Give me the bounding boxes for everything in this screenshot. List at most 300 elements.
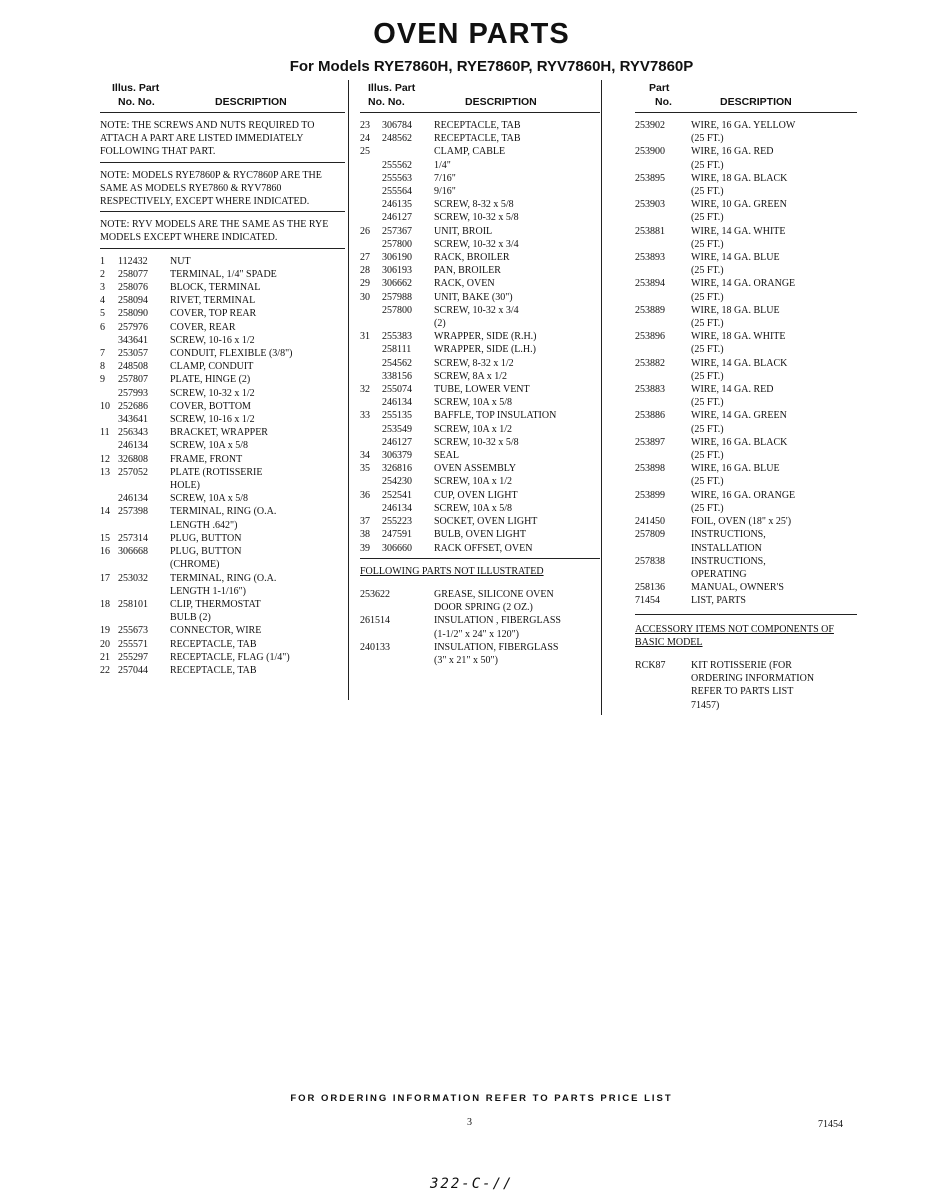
part-description: RACK, BROILER [434, 252, 510, 264]
parts-row [635, 423, 857, 436]
illus-number [360, 198, 382, 211]
parts-row [635, 528, 857, 541]
part-description: OPERATING [691, 568, 747, 580]
part-description: CONDUIT, FLEXIBLE (3/8") [170, 348, 293, 360]
parts-row [360, 330, 600, 343]
illus-number [360, 343, 382, 356]
part-description: MANUAL, OWNER'S [691, 582, 784, 594]
illus-number: 1 [100, 255, 105, 267]
part-description: TERMINAL, RING (O.A. [170, 506, 277, 518]
part-description: (25 FT.) [691, 291, 724, 303]
parts-row [100, 307, 345, 320]
part-number: 343641 [118, 414, 148, 426]
part-number: 253886 [635, 410, 665, 422]
part-description: WRAPPER, SIDE (L.H.) [434, 344, 536, 356]
part-description: WIRE, 14 GA. ORANGE [691, 278, 796, 290]
illus-number: 22 [100, 664, 110, 676]
parts-row [360, 588, 600, 601]
illus-number: 10 [100, 400, 110, 412]
part-number: 253881 [635, 225, 665, 237]
part-number [635, 542, 691, 555]
parts-row [635, 475, 857, 488]
parts-row [360, 502, 600, 515]
part-number: 253882 [635, 357, 665, 369]
parts-row [360, 383, 600, 396]
parts-row [635, 672, 857, 685]
part-description: RECEPTACLE, TAB [170, 664, 257, 676]
note-divider [100, 211, 345, 212]
part-number: 246127 [382, 436, 412, 448]
illus-number [100, 479, 118, 492]
not-illustrated-list [360, 588, 600, 667]
part-description: RIVET, TERMINAL [170, 295, 256, 307]
parts-row [635, 396, 857, 409]
part-description: NUT [170, 255, 191, 267]
illus-part-label: Illus. Part [112, 82, 160, 94]
part-description: WRAPPER, SIDE (R.H.) [434, 331, 537, 343]
part-description: (25 FT.) [691, 397, 724, 409]
parts-row [360, 238, 600, 251]
part-number [360, 654, 434, 667]
part-description: SCREW, 10A x 1/2 [434, 423, 512, 435]
part-number: 257367 [382, 225, 412, 237]
part-description: WIRE, 14 GA. BLACK [691, 357, 788, 369]
part-description: REFER TO PARTS LIST [691, 686, 794, 698]
part-number: 306668 [118, 546, 148, 558]
illus-number: 15 [100, 532, 110, 544]
part-description: SCREW, 10-32 x 5/8 [434, 212, 519, 224]
parts-row [100, 255, 345, 268]
part-number [382, 145, 434, 158]
part-no-label: No. [655, 96, 672, 108]
part-number: 246134 [382, 397, 412, 409]
parts-row [100, 294, 345, 307]
parts-row [635, 515, 857, 528]
part-number: 241450 [635, 516, 665, 528]
parts-row [360, 211, 600, 224]
parts-row [360, 489, 600, 502]
parts-row [635, 264, 857, 277]
part-description: INSULATION, FIBERGLASS [434, 641, 559, 653]
part-description: SCREW, 8-32 x 5/8 [434, 199, 514, 211]
part-number: 306193 [382, 265, 412, 277]
part-description: SCREW, 10-32 x 3/4 [434, 238, 519, 250]
note-divider [100, 162, 345, 163]
part-number [635, 132, 691, 145]
parts-row [635, 699, 857, 712]
part-number [635, 672, 691, 685]
illus-part-label: Illus. Part [368, 82, 416, 94]
part-number: 246135 [382, 199, 412, 211]
illus-number: 21 [100, 651, 110, 663]
part-description: (25 FT.) [691, 344, 724, 356]
illus-number: 37 [360, 516, 370, 528]
section-divider [635, 614, 857, 615]
illus-number [100, 519, 118, 532]
parts-row [100, 360, 345, 373]
part-number: 257044 [118, 664, 148, 676]
part-description: SCREW, 10-16 x 1/2 [170, 334, 255, 346]
part-description: ORDERING INFORMATION [691, 673, 815, 685]
part-description: 1/4" [434, 159, 451, 171]
part-number [635, 317, 691, 330]
parts-row [100, 373, 345, 386]
part-number: 255223 [382, 516, 412, 528]
parts-row [360, 423, 600, 436]
part-description: PLATE (ROTISSERIE [170, 466, 263, 478]
parts-list-1 [100, 255, 345, 678]
part-number: 240133 [360, 641, 390, 653]
part-description: PAN, BROILER [434, 265, 501, 277]
part-number: 258111 [382, 344, 412, 356]
illus-number [360, 423, 382, 436]
part-description: COVER, BOTTOM [170, 400, 251, 412]
parts-row [360, 614, 600, 627]
part-description: TERMINAL, RING (O.A. [170, 572, 277, 584]
part-description: WIRE, 14 GA. BLUE [691, 252, 780, 264]
part-number: 255297 [118, 651, 148, 663]
page-title: OVEN PARTS [373, 18, 570, 50]
parts-row [100, 400, 345, 413]
illus-number: 29 [360, 278, 370, 290]
illus-number: 12 [100, 453, 110, 465]
part-description: BLOCK, TERMINAL [170, 282, 261, 294]
part-description: RACK OFFSET, OVEN [434, 542, 533, 554]
illus-number: 18 [100, 598, 110, 610]
part-number: 343641 [118, 334, 148, 346]
parts-row [100, 664, 345, 677]
description-label: DESCRIPTION [720, 96, 792, 108]
part-description: (25 FT.) [691, 502, 724, 514]
illus-number: 25 [360, 146, 370, 158]
part-number [635, 699, 691, 712]
part-number [635, 370, 691, 383]
parts-row [360, 317, 600, 330]
illus-number: 27 [360, 252, 370, 264]
part-number: 258077 [118, 268, 148, 280]
part-description: BULB, OVEN LIGHT [434, 529, 526, 541]
part-description: WIRE, 14 GA. GREEN [691, 410, 787, 422]
part-description: KIT ROTISSERIE (FOR [691, 659, 792, 671]
part-description: WIRE, 16 GA. BLUE [691, 463, 780, 475]
part-number: 253897 [635, 436, 665, 448]
illus-number: 31 [360, 331, 370, 343]
part-description: GREASE, SILICONE OVEN [434, 588, 554, 600]
parts-row [360, 409, 600, 422]
parts-row [100, 598, 345, 611]
part-description: PLUG, BUTTON [170, 532, 242, 544]
parts-row [100, 479, 345, 492]
part-number: 306662 [382, 278, 412, 290]
parts-list-3 [635, 119, 857, 608]
handwritten-code: 322-C-// [430, 1176, 514, 1192]
part-description: UNIT, BAKE (30") [434, 291, 513, 303]
parts-row [100, 413, 345, 426]
note-ryv: NOTE: RYV MODELS ARE THE SAME AS THE RYE MODELS EXCEPT WHERE INDICATED. [100, 219, 329, 244]
parts-row [360, 185, 600, 198]
parts-row [360, 172, 600, 185]
part-number: 246134 [382, 502, 412, 514]
parts-row [635, 132, 857, 145]
part-number [118, 519, 170, 532]
part-description: SOCKET, OVEN LIGHT [434, 516, 538, 528]
part-description: TUBE, LOWER VENT [434, 384, 530, 396]
parts-row [360, 449, 600, 462]
part-description: INSTALLATION [691, 542, 762, 554]
parts-row [100, 585, 345, 598]
part-number: 257988 [382, 291, 412, 303]
part-description: (3" x 21" x 50") [434, 654, 498, 666]
illus-number: 6 [100, 321, 105, 333]
parts-row [100, 334, 345, 347]
parts-row [635, 357, 857, 370]
part-number: 112432 [118, 255, 148, 267]
parts-row [635, 383, 857, 396]
part-description: PLATE, HINGE (2) [170, 374, 251, 386]
part-number: 254562 [382, 357, 412, 369]
parts-row [360, 357, 600, 370]
part-description: SCREW, 10A x 1/2 [434, 476, 512, 488]
part-number: 253883 [635, 384, 665, 396]
document-code: 71454 [818, 1119, 843, 1130]
part-description: CLAMP, CONDUIT [170, 361, 254, 373]
part-description: RECEPTACLE, TAB [434, 133, 521, 145]
part-description: WIRE, 18 GA. BLACK [691, 172, 788, 184]
parts-row [360, 601, 600, 614]
illus-number: 9 [100, 374, 105, 386]
illus-number: 38 [360, 529, 370, 541]
part-number: 252541 [382, 489, 412, 501]
part-description: (25 FT.) [691, 159, 724, 171]
part-number: 253899 [635, 489, 665, 501]
part-label: Part [649, 82, 670, 94]
parts-row [635, 581, 857, 594]
parts-row [100, 321, 345, 334]
illus-number [360, 357, 382, 370]
part-number: 247591 [382, 529, 412, 541]
parts-list-2 [360, 119, 600, 555]
parts-row [360, 291, 600, 304]
column-header [635, 82, 857, 113]
part-description: RECEPTACLE, FLAG (1/4") [170, 651, 290, 663]
part-description: BAFFLE, TOP INSULATION [434, 410, 557, 422]
part-description: (1-1/2" x 24" x 120") [434, 628, 520, 640]
part-description: SCREW, 8-32 x 1/2 [434, 357, 514, 369]
parts-row [635, 409, 857, 422]
part-number: 257809 [635, 529, 665, 541]
part-description: COVER, REAR [170, 321, 236, 333]
part-number [382, 317, 434, 330]
parts-row [360, 370, 600, 383]
part-description: HOLE) [170, 480, 200, 492]
illus-number [360, 502, 382, 515]
part-description: CONNECTOR, WIRE [170, 625, 262, 637]
parts-row [635, 330, 857, 343]
part-number: 246127 [382, 212, 412, 224]
part-description: CLAMP, CABLE [434, 146, 506, 158]
part-description: INSTRUCTIONS, [691, 529, 766, 541]
illus-number [100, 611, 118, 624]
parts-row [360, 159, 600, 172]
part-number: 255571 [118, 638, 148, 650]
accessory-list [635, 659, 857, 712]
parts-row [635, 343, 857, 356]
part-description: WIRE, 18 GA. BLUE [691, 304, 780, 316]
part-description: SEAL [434, 450, 459, 462]
part-number [118, 585, 170, 598]
parts-row [360, 641, 600, 654]
part-number: 258076 [118, 282, 148, 294]
part-number: 306660 [382, 542, 412, 554]
illus-number [100, 334, 118, 347]
illus-number [360, 396, 382, 409]
part-number: 253900 [635, 146, 665, 158]
part-number: 326808 [118, 453, 148, 465]
parts-row [635, 489, 857, 502]
part-number: 257398 [118, 506, 148, 518]
parts-row [635, 555, 857, 568]
parts-row [100, 651, 345, 664]
part-number: 254230 [382, 476, 412, 488]
part-number: 306784 [382, 120, 412, 131]
part-number: 253894 [635, 278, 665, 290]
parts-row [360, 528, 600, 541]
part-description: SCREW, 10A x 5/8 [170, 493, 248, 505]
section-accessory: ACCESSORY ITEMS NOT COMPONENTS OF BASIC MODEL [635, 623, 834, 648]
part-description: 9/16" [434, 186, 456, 198]
illus-number [100, 413, 118, 426]
part-number: 255074 [382, 384, 412, 396]
parts-row [635, 542, 857, 555]
part-description: PLUG, BUTTON [170, 546, 242, 558]
illus-number [100, 585, 118, 598]
description-label: DESCRIPTION [215, 96, 287, 108]
part-description: (25 FT.) [691, 476, 724, 488]
parts-row [100, 439, 345, 452]
parts-column-3 [635, 82, 857, 712]
part-number: 257800 [382, 304, 412, 316]
illus-number: 4 [100, 295, 105, 307]
illus-number: 3 [100, 282, 105, 294]
no-label: No. No. [368, 96, 405, 108]
illus-number: 36 [360, 489, 370, 501]
column-divider-1 [348, 80, 349, 700]
part-number: 261514 [360, 615, 390, 627]
part-description: (CHROME) [170, 559, 220, 571]
part-number: 253057 [118, 348, 148, 360]
illus-number [360, 238, 382, 251]
part-description: SCREW, 10-32 x 3/4 [434, 304, 519, 316]
parts-row [100, 387, 345, 400]
description-label: DESCRIPTION [465, 96, 537, 108]
illus-number: 34 [360, 450, 370, 462]
part-number: 306190 [382, 252, 412, 264]
illus-number: 30 [360, 291, 370, 303]
parts-row [360, 198, 600, 211]
part-description: WIRE, 18 GA. WHITE [691, 331, 786, 343]
part-number [635, 568, 691, 581]
part-description: 7/16" [434, 172, 456, 184]
parts-row [635, 211, 857, 224]
parts-row [360, 132, 600, 145]
parts-row [635, 659, 857, 672]
illus-number: 33 [360, 410, 370, 422]
illus-number: 16 [100, 546, 110, 558]
parts-row [100, 532, 345, 545]
parts-row [635, 685, 857, 698]
part-description: SCREW, 8A x 1/2 [434, 370, 507, 382]
part-description: SCREW, 10-32 x 5/8 [434, 436, 519, 448]
part-description: WIRE, 16 GA. BLACK [691, 436, 788, 448]
part-description: INSTRUCTIONS, [691, 555, 766, 567]
part-description: LENGTH .642") [170, 519, 238, 531]
part-number: 255673 [118, 625, 148, 637]
part-number [118, 611, 170, 624]
parts-row [635, 436, 857, 449]
part-number: 253549 [382, 423, 412, 435]
parts-row [635, 502, 857, 515]
parts-column-1 [100, 82, 345, 677]
parts-row [100, 505, 345, 518]
section-divider [360, 558, 600, 559]
parts-row [100, 638, 345, 651]
part-number: 258090 [118, 308, 148, 320]
page-number: 3 [467, 1117, 472, 1128]
part-description: WIRE, 14 GA. RED [691, 384, 774, 396]
illus-number [360, 185, 382, 198]
part-description: FRAME, FRONT [170, 453, 243, 465]
part-number: 256343 [118, 427, 148, 439]
part-description: TERMINAL, 1/4" SPADE [170, 268, 277, 280]
illus-number [360, 211, 382, 224]
illus-number: 20 [100, 638, 110, 650]
column-header [100, 82, 345, 113]
parts-row [360, 475, 600, 488]
parts-row [635, 277, 857, 290]
part-description: UNIT, BROIL [434, 225, 493, 237]
illus-number: 2 [100, 268, 105, 280]
part-description: LIST, PARTS [691, 595, 746, 607]
part-number: 255563 [382, 172, 412, 184]
illus-number: 35 [360, 463, 370, 475]
part-number: 253898 [635, 463, 665, 475]
part-description: (25 FT.) [691, 133, 724, 145]
part-number [635, 291, 691, 304]
part-description: SCREW, 10-32 x 1/2 [170, 387, 255, 399]
illus-number: 24 [360, 133, 370, 145]
part-description: LENGTH 1-1/16") [170, 585, 247, 597]
parts-row [360, 396, 600, 409]
part-description: DOOR SPRING (2 OZ.) [434, 602, 533, 614]
parts-row [100, 466, 345, 479]
parts-row [635, 172, 857, 185]
part-number: 257976 [118, 321, 148, 333]
part-description: WIRE, 10 GA. GREEN [691, 199, 787, 211]
parts-row [635, 185, 857, 198]
part-number [635, 396, 691, 409]
part-description: RECEPTACLE, TAB [434, 120, 521, 131]
part-number [635, 185, 691, 198]
parts-row [635, 238, 857, 251]
parts-column-2 [360, 82, 600, 667]
parts-row [100, 492, 345, 505]
illus-number: 8 [100, 361, 105, 373]
parts-row [635, 370, 857, 383]
parts-row [635, 198, 857, 211]
part-description: FOIL, OVEN (18" x 25') [691, 516, 792, 528]
part-number [360, 628, 434, 641]
parts-row [635, 304, 857, 317]
